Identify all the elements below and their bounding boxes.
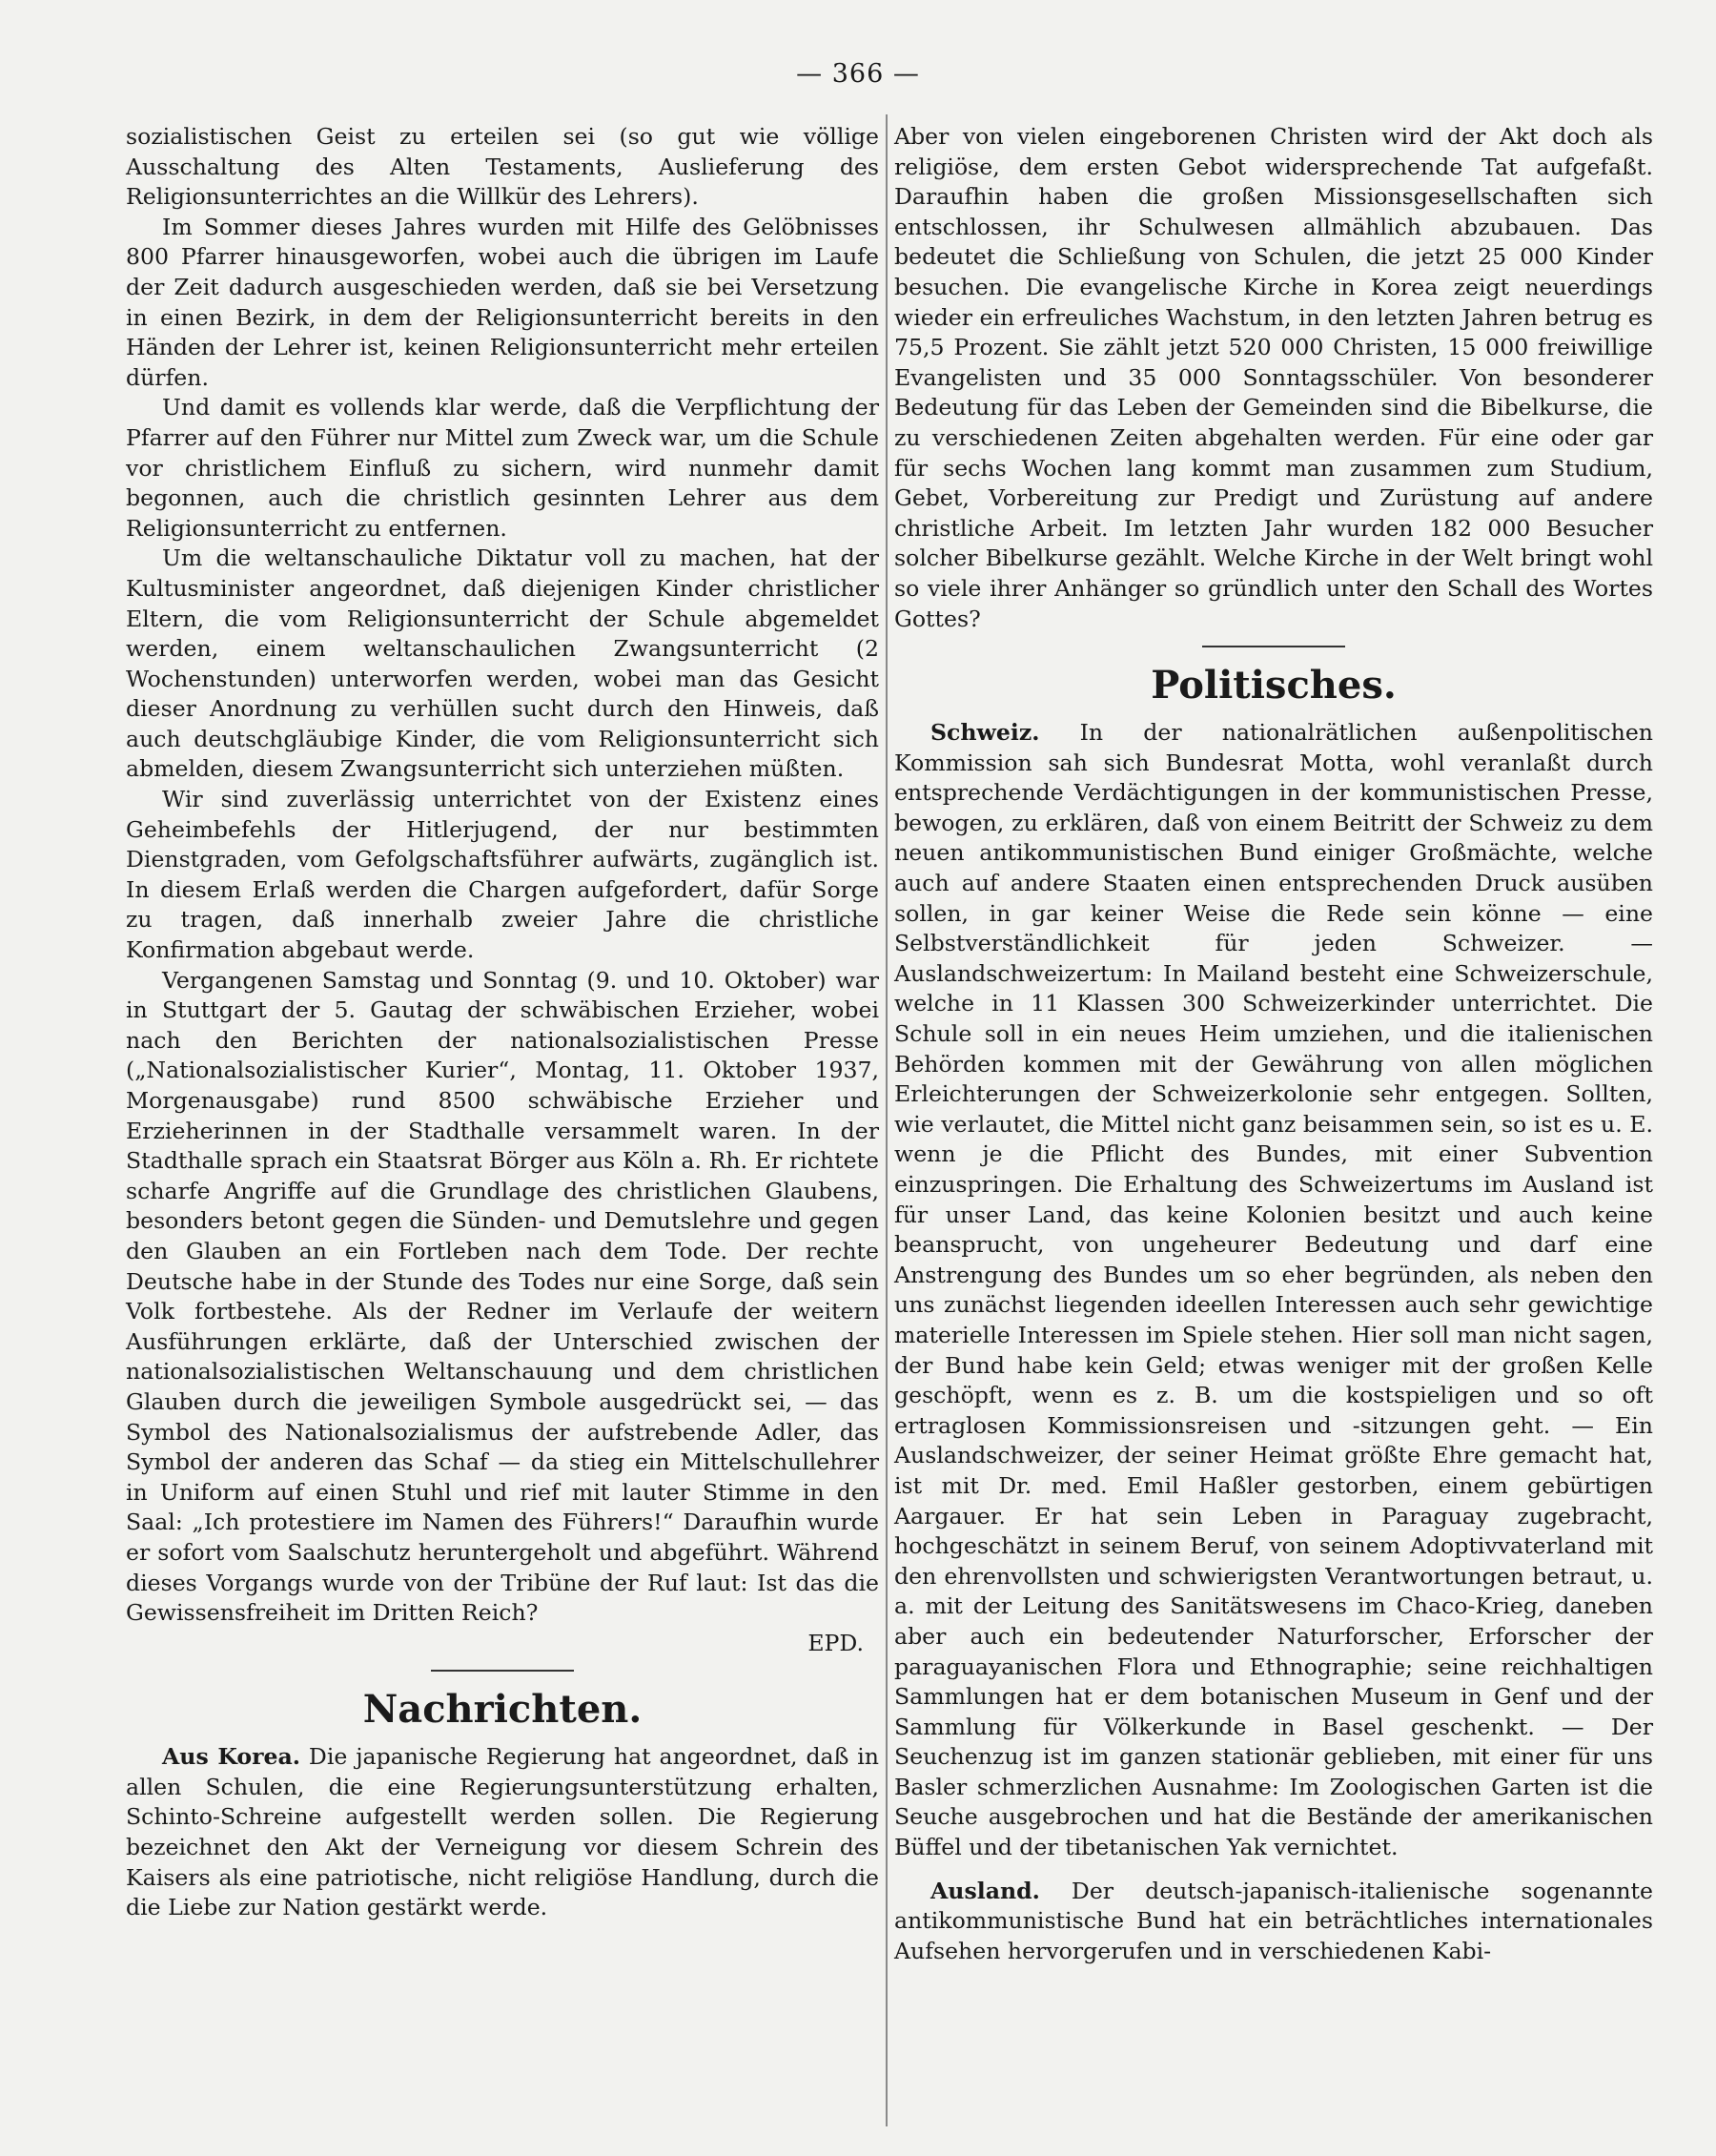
- paragraph: sozialistischen Geist zu erteilen sei (so gut wie völlige Ausschaltung des Alten Testaments, Auslieferung des Religionsunterrichtes an die Willkür des Lehrers).: [126, 123, 879, 211]
- news-lead: Aus Korea.: [162, 1743, 301, 1771]
- right-column: [894, 122, 1653, 1966]
- paragraph: Um die weltanschauliche Diktatur voll zu machen, hat der Kultusminister angeordnet, daß diejenigen Kinder christlicher Eltern, die vom Religionsunterricht der Schule abgemeldet werden, einem weltanschaulichen Zwangsunterricht (2 Wochenstunden) unterworfen werden, wobei man das Gesicht dieser Anordnung zu verhüllen sucht durch den Hinweis, daß auch deutschgläubige Kinder, die vom Religionsunterricht sich abmelden, diesem Zwangsunterricht sich unterziehen müßten.: [126, 544, 879, 783]
- section-rule: [1202, 646, 1345, 647]
- paragraph: Wir sind zuverlässig unterrichtet von der Existenz eines Geheimbefehls der Hitlerjugend, der nur bestimmten Dienstgraden, vom Gefolgschaftsführer aufwärts, zugänglich ist. In diesem Erlaß werden die Chargen aufgefordert, dafür Sorge zu tragen, daß innerhalb zweier Jahre die christliche Konfirmation abgebaut werde.: [126, 786, 879, 964]
- news-item-korea: [126, 1742, 879, 1923]
- news-item-ausland: [894, 1877, 1653, 1967]
- paragraph: Im Sommer dieses Jahres wurden mit Hilfe des Gelöbnisses 800 Pfarrer hinausgeworfen, wobei auch die übrigen im Laufe der Zeit dadurch ausgeschieden werden, daß sie bei Versetzung in einen Bezirk, in dem der Religionsunterricht bereits in den Händen der Lehrer ist, keinen Religionsunterricht mehr erteilen dürfen.: [126, 213, 879, 391]
- news-lead: Ausland.: [930, 1877, 1040, 1904]
- column-divider: [886, 114, 888, 2126]
- paragraph: Aber von vielen eingeborenen Christen wird der Akt doch als religiöse, dem ersten Gebot widersprechende Tat aufgefaßt. Daraufhin haben die großen Missionsgesellschaften sich entschlossen, ihr Schulwesen allmählich abzubauen. Das bedeutet die Schließung von Schulen, die jetzt 25 000 Kinder besuchen. Die evangelische Kirche in Korea zeigt neuerdings wieder ein erfreuliches Wachstum, in den letzten Jahren betrug es 75,5 Prozent. Sie zählt jetzt 520 000 Christen, 15 000 freiwillige Evangelisten und 35 000 Sonntagsschüler. Von besonderer Bedeutung für das Leben der Gemeinden sind die Bibelkurse, die zu verschiedenen Zeiten abgehalten werden. Für eine oder gar für sechs Wochen lang kommt man zusammen zum Studium, Gebet, Vorbereitung zur Predigt und Zurüstung auf andere christliche Arbeit. Im letzten Jahr wurden 182 000 Besucher solcher Bibelkurse gezählt. Welche Kirche in der Welt bringt wohl so viele ihrer Anhänger so gründlich unter den Schall des Wortes Gottes?: [894, 123, 1653, 632]
- paragraph: Und damit es vollends klar werde, daß die Verpflichtung der Pfarrer auf den Führer nur Mittel zum Zweck war, um die Schule vor christlichem Einfluß zu sichern, wird nunmehr damit begonnen, auch die christlich gesinnten Lehrer aus dem Religionsunterricht zu entfernen.: [126, 394, 879, 542]
- section-title-politisches: Politisches.: [1151, 663, 1397, 708]
- news-text: In der nationalrätlichen außenpolitischen Kommission sah sich Bundesrat Motta, wohl veranlaßt durch entsprechende Verdächtigungen in der kommunistischen Presse, bewogen, zu erklären, daß von einem Beitritt der Schweiz zu dem neuen antikommunistischen Bund einiger Großmächte, welche auch auf andere Staaten einen entsprechenden Druck ausüben sollen, in gar keiner Weise die Rede sein könne — eine Selbstverständlichkeit für jeden Schweizer. — Auslandschweizertum: In Mailand besteht eine Schweizerschule, welche in 11 Klassen 300 Schweizerkinder unterrichtet. Die Schule soll in ein neues Heim umziehen, und die italienischen Behörden kommen mit der Gewährung von allen möglichen Erleichterungen der Schweizerkolonie sehr entgegen. Sollten, wie verlautet, die Mittel nicht ganz beisammen sein, so ist es u. E. wenn je die Pflicht des Bundes, mit einer Subvention einzuspringen. Die Erhaltung des Schweizertums im Ausland ist für unser Land, das keine Kolonien besitzt und auch keine beansprucht, von ungeheurer Bedeutung und darf eine Anstrengung des Bundes um so eher begründen, als neben den uns zunächst liegenden ideellen Interessen auch sehr gewichtige materielle Interessen im Spiele stehen. Hier soll man nicht sagen, der Bund habe kein Geld; etwas weniger mit der großen Kelle geschöpft, wenn es z. B. um die kostspieligen und so oft ertraglosen Kommissionsreisen und -sitzungen geht. — Ein Auslandschweizer, der seiner Heimat größte Ehre gemacht hat, ist mit Dr. med. Emil Haßler gestorben, einem gebürtigen Aargauer. Er hat sein Leben in Paraguay zugebracht, hochgeschätzt in seinem Beruf, von seinem Adoptivvaterland mit den ehrenvollsten und schwierigsten Verantwortungen betraut, u. a. mit der Leitung des Sanitätswesens im Chaco-Krieg, daneben aber auch ein bedeutender Naturforscher, Erforscher der paraguayanischen Flora und Ethnographie; seine reichhaltigen Sammlungen hat er dem botanischen Museum in Genf und der Sammlung für Völkerkunde in Basel geschenkt. — Der Seuchenzug ist im ganzen stationär geblieben, mit einer für uns Basler schmerzlichen Ausnahme: Im Zoologischen Garten ist die Seuche ausgebrochen und hat die Bestände der amerikanischen Büffel und der tibetanischen Yak vernichtet.: [894, 719, 1653, 1861]
- paragraph: Vergangenen Samstag und Sonntag (9. und 10. Oktober) war in Stuttgart der 5. Gautag der schwäbischen Erzieher, wobei nach den Berichten der nationalsozialistischen Presse („Nationalsozialistischer Kurier“, Montag, 11. Oktober 1937, Morgenausgabe) rund 8500 schwäbische Erzieher und Erzieherinnen in der Stadthalle versammelt waren. In der Stadthalle sprach ein Staatsrat Börger aus Köln a. Rh. Er richtete scharfe Angriffe auf die Grundlage des christlichen Glaubens, besonders betont gegen die Sünden- und Demutslehre und gegen den Glauben an ein Fortleben nach dem Tode. Der rechte Deutsche habe in der Stunde des Todes nur eine Sorge, daß sein Volk fortbestehe. Als der Redner im Verlaufe der weitern Ausführungen erklärte, daß der Unterschied zwischen der nationalsozialistischen Weltanschauung und dem christlichen Glauben durch die jeweiligen Symbole ausgedrückt sei, — das Symbol des Nationalsozialismus der aufstrebende Adler, das Symbol der anderen das Schaf — da stieg ein Mittelschullehrer in Uniform auf einen Stuhl und rief mit lauter Stimme in den Saal: „Ich protestiere im Namen des Führers!“ Daraufhin wurde er sofort vom Saalschutz heruntergeholt und abgeführt. Während dieses Vorgangs wurde von der Tribüne der Ruf laut: Ist das die Gewissensfreiheit im Dritten Reich?: [126, 966, 879, 1627]
- news-item-schweiz: [894, 718, 1653, 1863]
- page-number: — 366 —: [796, 59, 920, 89]
- signature: EPD.: [807, 1629, 864, 1656]
- news-lead: Schweiz.: [930, 719, 1040, 747]
- news-text: Der deutsch-japanisch-italienische sogenannte antikommunistische Bund hat ein beträchtliches internationales Aufsehen hervorgerufen und in verschiedenen Kabi-: [894, 1877, 1653, 1964]
- section-rule: [431, 1670, 574, 1672]
- section-title-nachrichten: Nachrichten.: [362, 1687, 643, 1733]
- news-text: Die japanische Regierung hat angeordnet, daß in allen Schulen, die eine Regierungsunterstützung erhalten, Schinto-Schreine aufgestellt werden sollen. Die Regierung bezeichnet den Akt der Verneigung vor diesem Schrein des Kaisers als eine patriotische, nicht religiöse Handlung, durch die die Liebe zur Nation gestärkt werde.: [126, 1743, 879, 1921]
- left-column: [126, 122, 879, 1923]
